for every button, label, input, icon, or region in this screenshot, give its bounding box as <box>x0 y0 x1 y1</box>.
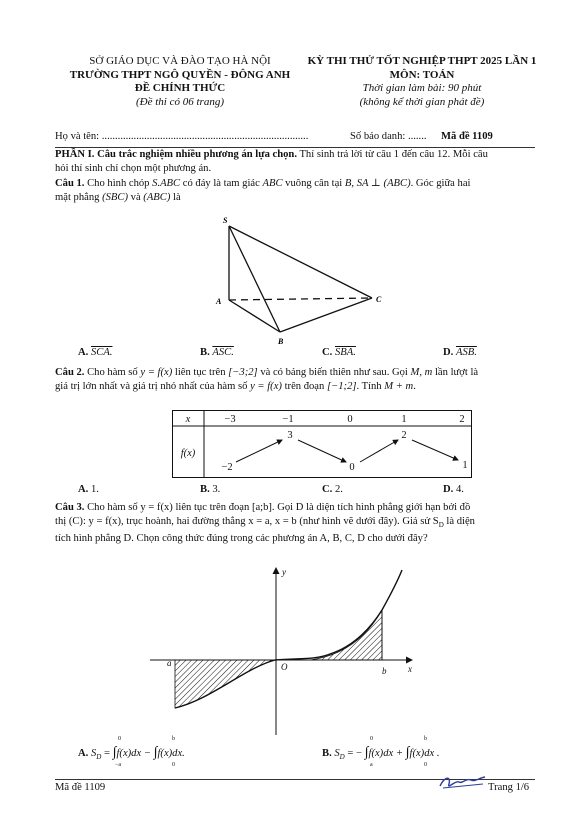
f-value: 1 <box>462 460 468 471</box>
integral-sign: ∫ <box>153 745 158 760</box>
option-key: C. <box>322 347 333 358</box>
q2-text: liên tục trên <box>174 367 226 378</box>
f-value: 2 <box>401 430 407 441</box>
student-name-field[interactable]: Họ và tên: .............................................................................. <box>55 131 309 142</box>
x-value: −1 <box>282 414 294 425</box>
q1-vertex: B <box>344 178 352 189</box>
formula-eq: = − <box>347 748 362 759</box>
formula-eq: = <box>103 748 110 759</box>
label-C: C <box>376 295 382 304</box>
area-graph <box>150 560 420 740</box>
axis-label-y: y <box>282 567 286 577</box>
q1-label: Câu 1. <box>55 178 85 189</box>
question-1-text <box>55 177 537 205</box>
region-left <box>175 660 275 708</box>
q3-option-b[interactable] <box>322 736 532 775</box>
part1-instruction-2: hỏi thí sinh chỉ chọn một phương án. <box>55 163 212 174</box>
q3-sub: D <box>438 521 444 530</box>
option-key: C. <box>322 484 333 495</box>
q1-text: mặt phẳng <box>55 192 100 203</box>
integral-1: f(x)dx + <box>368 748 403 759</box>
q2-option-d[interactable] <box>443 484 464 495</box>
q3-line-3: tích hình phẳng D. Chọn công thức đúng trong các phương án A, B, C, D cho dưới đây? <box>55 533 428 545</box>
edge-BC <box>280 298 372 332</box>
q2-interval: [−1;2] <box>326 381 357 392</box>
school-name: TRƯỜNG THPT NGÔ QUYỀN - ĐÔNG ANH <box>69 68 291 81</box>
upper-limit: b <box>424 736 427 742</box>
q3-line-2: thị (C): y = f(x), trục hoành, hai đường thẳng x = a, x = b (như hình vẽ dưới đây). Giả sử S <box>55 516 439 527</box>
f-value: −2 <box>221 462 233 473</box>
option-value: 2. <box>334 484 343 495</box>
integral-sign: ∫ <box>364 745 369 760</box>
student-info-row <box>55 130 535 144</box>
duration-note: (không kể thời gian phát đề) <box>359 95 485 108</box>
q3-option-a[interactable] <box>78 736 288 775</box>
part1-intro <box>55 148 537 176</box>
label-a: a <box>167 658 172 668</box>
q2-text: và có bảng biến thiên như sau. Gọi <box>260 367 408 378</box>
question-2-text <box>55 366 537 394</box>
q1-pyramid: S.ABC <box>152 178 181 189</box>
pyramid-figure <box>200 212 400 347</box>
option-key: A. <box>78 347 89 358</box>
option-value: SCA. <box>90 347 113 358</box>
part1-title: PHẦN I. Câu trắc nghiệm nhiều phương án lựa chọn. <box>55 149 297 160</box>
formula-sub: D <box>339 753 345 762</box>
dept-name: SỞ GIÁO DỤC VÀ ĐÀO TẠO HÀ NỘI <box>89 55 271 67</box>
q1-option-c[interactable] <box>322 347 356 358</box>
q2-extrema: M, m <box>410 367 433 378</box>
q1-comma: , <box>351 178 355 189</box>
arrow-down-2 <box>412 440 458 460</box>
q1-text: Cho hình chóp <box>87 178 150 189</box>
q2-option-c[interactable] <box>322 484 343 495</box>
arrow-down-1 <box>298 440 346 462</box>
q2-text: Cho hàm số <box>87 367 138 378</box>
q1-perp: SA ⊥ (ABC) <box>356 178 411 189</box>
duration: Thời gian làm bài: 90 phút <box>362 82 482 94</box>
option-value: 4. <box>455 484 464 495</box>
label-b: b <box>382 666 387 676</box>
q2-dot: . <box>413 381 416 392</box>
q2-option-b[interactable] <box>200 484 220 495</box>
lower-limit: a <box>370 762 373 768</box>
page-count-note: (Đề thi có 06 trang) <box>136 95 224 108</box>
x-value: 0 <box>347 414 353 425</box>
exam-title: KỲ THI THỬ TỐT NGHIỆP THPT 2025 LẦN 1 <box>307 55 537 67</box>
exam-code: Mã đề 1109 <box>441 131 493 142</box>
option-key: A. <box>78 748 89 759</box>
q2-text: lần lượt là <box>434 367 479 378</box>
q1-text: vuông cân tại <box>285 178 343 189</box>
table-x-label: x <box>185 414 191 425</box>
integral-sign: ∫ <box>112 745 117 760</box>
edge-AC <box>229 298 372 300</box>
q3-line-2b: là diện <box>446 516 475 527</box>
integral-2: f(x)dx . <box>409 748 440 759</box>
footer-page: Trang 1/6 <box>488 782 530 793</box>
q2-sum: M + m <box>384 381 414 392</box>
region-right <box>310 610 382 660</box>
formula-s: S <box>90 748 97 759</box>
footer-code: Mã đề 1109 <box>55 782 106 793</box>
formula-sub: D <box>96 753 102 762</box>
header-left <box>55 55 305 109</box>
header-right <box>293 55 551 109</box>
option-key: A. <box>78 484 89 495</box>
q1-text: có đáy là tam giác <box>182 178 260 189</box>
option-value: 3. <box>212 484 221 495</box>
edge-SC <box>229 226 372 298</box>
variation-table <box>172 410 472 478</box>
official-label: ĐỀ CHÍNH THỨC <box>134 82 226 94</box>
label-S: S <box>223 216 228 225</box>
q2-text: trên đoạn <box>284 381 325 392</box>
q1-option-d[interactable] <box>443 347 477 358</box>
option-key: D. <box>443 484 454 495</box>
lower-limit: 0 <box>424 762 427 768</box>
option-value: ASB. <box>455 347 477 358</box>
q1-text: và <box>130 192 141 203</box>
upper-limit: b <box>172 736 175 742</box>
q1-plane-abc: (ABC) <box>143 192 171 203</box>
arrow-up-1 <box>236 440 282 462</box>
option-value: ASC. <box>212 347 234 358</box>
option-value: SBA. <box>334 347 356 358</box>
axis-label-x: x <box>408 664 412 674</box>
f-value: 0 <box>349 462 355 473</box>
q1-triangle: ABC <box>262 178 283 189</box>
integral-2: f(x)dx. <box>157 748 185 759</box>
option-key: D. <box>443 347 454 358</box>
q2-text: giá trị lớn nhất và giá trị nhỏ nhất của hàm số <box>55 381 248 392</box>
x-value: 1 <box>401 414 407 425</box>
q1-option-b[interactable] <box>200 347 234 358</box>
q3-label: Câu 3. <box>55 502 85 513</box>
upper-limit: 0 <box>118 736 121 742</box>
q1-option-a[interactable] <box>78 347 112 358</box>
origin-label: O <box>281 662 288 672</box>
option-value: 1. <box>90 484 99 495</box>
q2-option-a[interactable] <box>78 484 99 495</box>
f-value: 3 <box>287 430 293 441</box>
q2-interval: [−3;2] <box>228 367 258 378</box>
lower-limit: −a <box>115 762 122 768</box>
x-value: −3 <box>224 414 236 425</box>
q2-function: y = f(x) <box>140 367 173 378</box>
integral-sign: ∫ <box>405 745 410 760</box>
lower-limit: 0 <box>172 762 175 768</box>
table-f-label: f(x) <box>180 448 196 459</box>
formula-s: S <box>334 748 340 759</box>
subject: MÔN: TOÁN <box>389 68 455 81</box>
option-key: B. <box>322 748 332 759</box>
part1-instruction: Thí sinh trả lời từ câu 1 đến câu 12. Mỗi câu <box>299 149 488 160</box>
arrow-up-2 <box>360 440 398 462</box>
integral-1: f(x)dx − <box>116 748 151 759</box>
option-key: B. <box>200 484 210 495</box>
x-value: 2 <box>459 414 465 425</box>
q2-label: Câu 2. <box>55 367 85 378</box>
option-key: B. <box>200 347 210 358</box>
q1-text: . Góc giữa hai <box>410 178 471 189</box>
sbd-field[interactable]: Số báo danh: ....... <box>350 131 427 142</box>
label-A: A <box>216 297 222 306</box>
upper-limit: 0 <box>370 736 373 742</box>
label-B: B <box>278 337 284 346</box>
q3-line-1: Cho hàm số y = f(x) liên tục trên đoạn [a;b]. Gọi D là diện tích hình phẳng giới hạn bởi đồ <box>87 502 471 513</box>
q1-text: là <box>173 192 181 203</box>
q1-plane-sbc: (SBC) <box>102 192 128 203</box>
q2-function: y = f(x) <box>250 381 282 392</box>
q2-text: . Tính <box>356 381 382 392</box>
question-3-text <box>55 501 540 546</box>
signature-mark <box>437 772 487 792</box>
